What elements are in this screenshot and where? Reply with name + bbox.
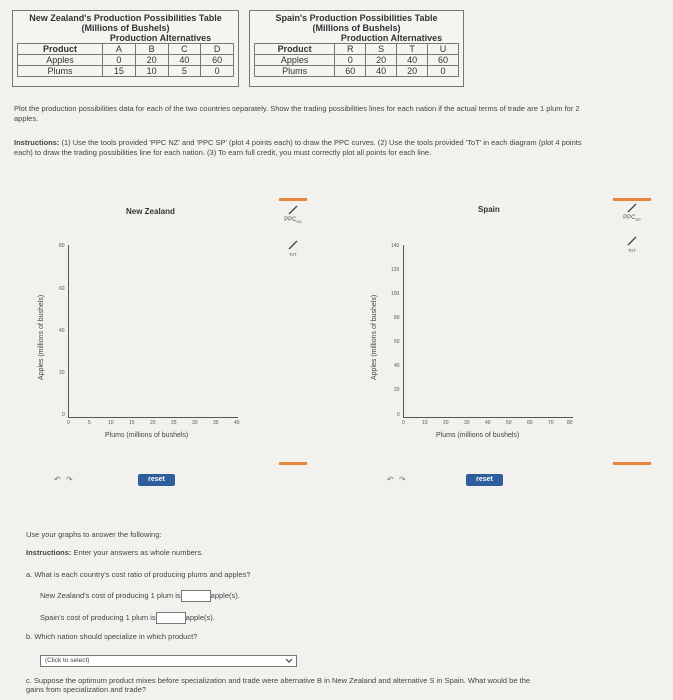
question-c: c. Suppose the optimum product mixes before specialization and trade were alternative B in New Zealand and alternative S in Spain. What would be the gains from specialization and trade? xyxy=(26,676,531,694)
sp-ppc-sub: SP xyxy=(635,217,641,223)
sp-header-u: U xyxy=(428,44,459,55)
sp-ytick: 120 xyxy=(391,267,400,273)
sp-table-grid xyxy=(254,43,459,77)
nz-header-product: Product xyxy=(18,44,103,55)
sp-reset-button[interactable]: reset xyxy=(466,474,503,486)
sp-tot-label: ToT xyxy=(628,248,636,253)
sp-ppc-label: PPC xyxy=(623,215,636,221)
intro-text: Plot the production possibilities data for each of the two countries separately. Show the trading possibilities lines for each nation if the actual terms of trade are 1 plum for 2 apples. xyxy=(14,104,580,123)
instructions-block xyxy=(14,138,594,158)
questions-instructions xyxy=(26,548,203,557)
chevron-down-icon xyxy=(285,658,293,664)
nz-chart-title: New Zealand xyxy=(126,207,175,216)
sp-xtick: 70 xyxy=(548,420,554,426)
sp-tot-tool[interactable] xyxy=(618,236,646,253)
sp-header-product: Product xyxy=(255,44,335,55)
instructions-label: Instructions: xyxy=(14,138,60,147)
nz-cell: 20 xyxy=(135,55,168,66)
undo-icon[interactable]: ↶ xyxy=(54,475,61,484)
nz-cell: 15 xyxy=(103,66,136,77)
nz-header-b: B xyxy=(135,44,168,55)
nz-xtick: 20 xyxy=(150,420,156,426)
question-b: b. Which nation should specialize in which product? xyxy=(26,632,198,641)
sp-xtick: 50 xyxy=(506,420,512,426)
sp-xtick: 40 xyxy=(485,420,491,426)
sp-ytick: 140 xyxy=(391,243,400,249)
sp-cell: 40 xyxy=(366,66,397,77)
nz-x-axis-label: Plums (millions of bushels) xyxy=(105,432,189,439)
nz-ppc-tool[interactable] xyxy=(279,205,307,224)
sp-cell: 20 xyxy=(397,66,428,77)
nz-xtick: 30 xyxy=(192,420,198,426)
nz-tool-strip-bottom xyxy=(279,462,307,465)
questions-instr-text: Enter your answers as whole numbers. xyxy=(71,548,204,557)
nz-cell: 40 xyxy=(168,55,201,66)
sp-xtick: 80 xyxy=(567,420,573,426)
sp-ytick: 40 xyxy=(394,363,400,369)
nz-table-title: New Zealand's Production Possibilities Table xyxy=(29,13,222,23)
nz-cost-prefix: New Zealand's cost of producing 1 plum is xyxy=(40,590,181,600)
sp-ytick: 80 xyxy=(394,315,400,321)
sp-table-subtitle: (Millions of Bushels) xyxy=(312,23,401,33)
nz-tool-strip-top xyxy=(279,198,307,201)
nz-row-label: Apples xyxy=(18,55,103,66)
nz-xtick: 15 xyxy=(129,420,135,426)
nz-tot-label: ToT xyxy=(289,252,297,257)
sp-cell: 0 xyxy=(428,66,459,77)
nz-xtick: 0 xyxy=(67,420,70,426)
sp-cost-suffix: apple(s). xyxy=(185,612,215,622)
questions-instr-label: Instructions: xyxy=(26,548,72,557)
sp-tool-strip-bottom xyxy=(613,462,651,465)
sp-xtick: 10 xyxy=(422,420,428,426)
sp-ytick: 60 xyxy=(394,339,400,345)
sp-cell: 0 xyxy=(335,55,366,66)
nz-tot-tool[interactable] xyxy=(279,240,307,257)
nz-cell: 10 xyxy=(135,66,168,77)
nz-row-label: Plums xyxy=(18,66,103,77)
nz-cost-suffix: apple(s). xyxy=(210,590,240,600)
sp-ytick: 100 xyxy=(391,291,400,297)
pencil-icon xyxy=(288,240,298,250)
nz-cell: 0 xyxy=(103,55,136,66)
nz-cost-input[interactable] xyxy=(181,590,211,602)
pencil-icon xyxy=(288,205,298,215)
sp-cost-input[interactable] xyxy=(156,612,186,624)
redo-icon[interactable]: ↷ xyxy=(66,475,73,484)
nz-production-table xyxy=(12,10,239,87)
nz-ppc-sub: NZ xyxy=(296,219,302,225)
sp-header-r: R xyxy=(335,44,366,55)
nz-ytick: 0 xyxy=(62,412,65,418)
nz-table-subtitle: (Millions of Bushels) xyxy=(81,23,170,33)
nz-ytick: 80 xyxy=(59,243,65,249)
nz-ytick: 20 xyxy=(59,370,65,376)
sp-xtick: 30 xyxy=(464,420,470,426)
sp-table-group: Production Alternatives xyxy=(340,33,443,43)
instructions-text: (1) Use the tools provided 'PPC NZ' and 'PPC SP' (plot 4 points each) to draw the PPC curves. (2) Use the tools provided 'ToT' in each diagram (plot 4 points each) to draw the trading possibilities line for each nation. (3) To earn full credit, you must correctly plot all points for each line. xyxy=(14,138,582,157)
nz-table-grid xyxy=(17,43,234,77)
specialize-select[interactable] xyxy=(40,655,297,667)
nz-header-c: C xyxy=(168,44,201,55)
sp-cell: 40 xyxy=(397,55,428,66)
nz-xtick: 40 xyxy=(234,420,240,426)
sp-xtick: 20 xyxy=(443,420,449,426)
pencil-icon xyxy=(627,236,637,246)
sp-x-axis xyxy=(403,417,573,418)
sp-production-table xyxy=(249,10,464,87)
nz-cell: 60 xyxy=(201,55,234,66)
nz-xtick: 5 xyxy=(88,420,91,426)
nz-cell: 0 xyxy=(201,66,234,77)
sp-cost-line xyxy=(40,612,215,624)
questions-lead: Use your graphs to answer the following: xyxy=(26,530,162,539)
undo-icon[interactable]: ↶ xyxy=(387,475,394,484)
nz-cost-line xyxy=(40,590,240,602)
sp-chart-title: Spain xyxy=(478,205,500,214)
nz-table-group: Production Alternatives xyxy=(109,33,212,43)
nz-xtick: 25 xyxy=(171,420,177,426)
nz-xtick: 10 xyxy=(108,420,114,426)
pencil-icon xyxy=(627,203,637,213)
sp-cell: 60 xyxy=(335,66,366,77)
sp-x-axis-label: Plums (millions of bushels) xyxy=(436,432,520,439)
nz-reset-button[interactable]: reset xyxy=(138,474,175,486)
nz-ppc-label: PPC xyxy=(284,217,297,223)
nz-cell: 5 xyxy=(168,66,201,77)
sp-cell: 60 xyxy=(428,55,459,66)
sp-header-s: S xyxy=(366,44,397,55)
sp-header-t: T xyxy=(397,44,428,55)
nz-xtick: 35 xyxy=(213,420,219,426)
sp-xtick: 60 xyxy=(527,420,533,426)
sp-ppc-tool[interactable] xyxy=(618,203,646,222)
sp-ytick: 20 xyxy=(394,387,400,393)
sp-row-label: Apples xyxy=(255,55,335,66)
specialize-select-value: (Click to select) xyxy=(45,657,90,664)
nz-x-axis xyxy=(68,417,238,418)
sp-row-label: Plums xyxy=(255,66,335,77)
nz-y-axis-label: Apples (millions of bushels) xyxy=(38,294,45,380)
sp-y-axis-label: Apples (millions of bushels) xyxy=(371,294,378,380)
sp-table-title: Spain's Production Possibilities Table xyxy=(275,13,438,23)
redo-icon[interactable]: ↷ xyxy=(399,475,406,484)
sp-tool-strip-top xyxy=(613,198,651,201)
sp-y-axis xyxy=(403,245,404,417)
nz-y-axis xyxy=(68,245,69,417)
sp-xtick: 0 xyxy=(402,420,405,426)
question-a: a. What is each country's cost ratio of producing plums and apples? xyxy=(26,570,251,579)
nz-header-d: D xyxy=(201,44,234,55)
nz-header-a: A xyxy=(103,44,136,55)
sp-cost-prefix: Spain's cost of producing 1 plum is xyxy=(40,612,156,622)
sp-ytick: 0 xyxy=(397,412,400,418)
nz-ytick: 40 xyxy=(59,328,65,334)
sp-cell: 20 xyxy=(366,55,397,66)
nz-ytick: 60 xyxy=(59,286,65,292)
